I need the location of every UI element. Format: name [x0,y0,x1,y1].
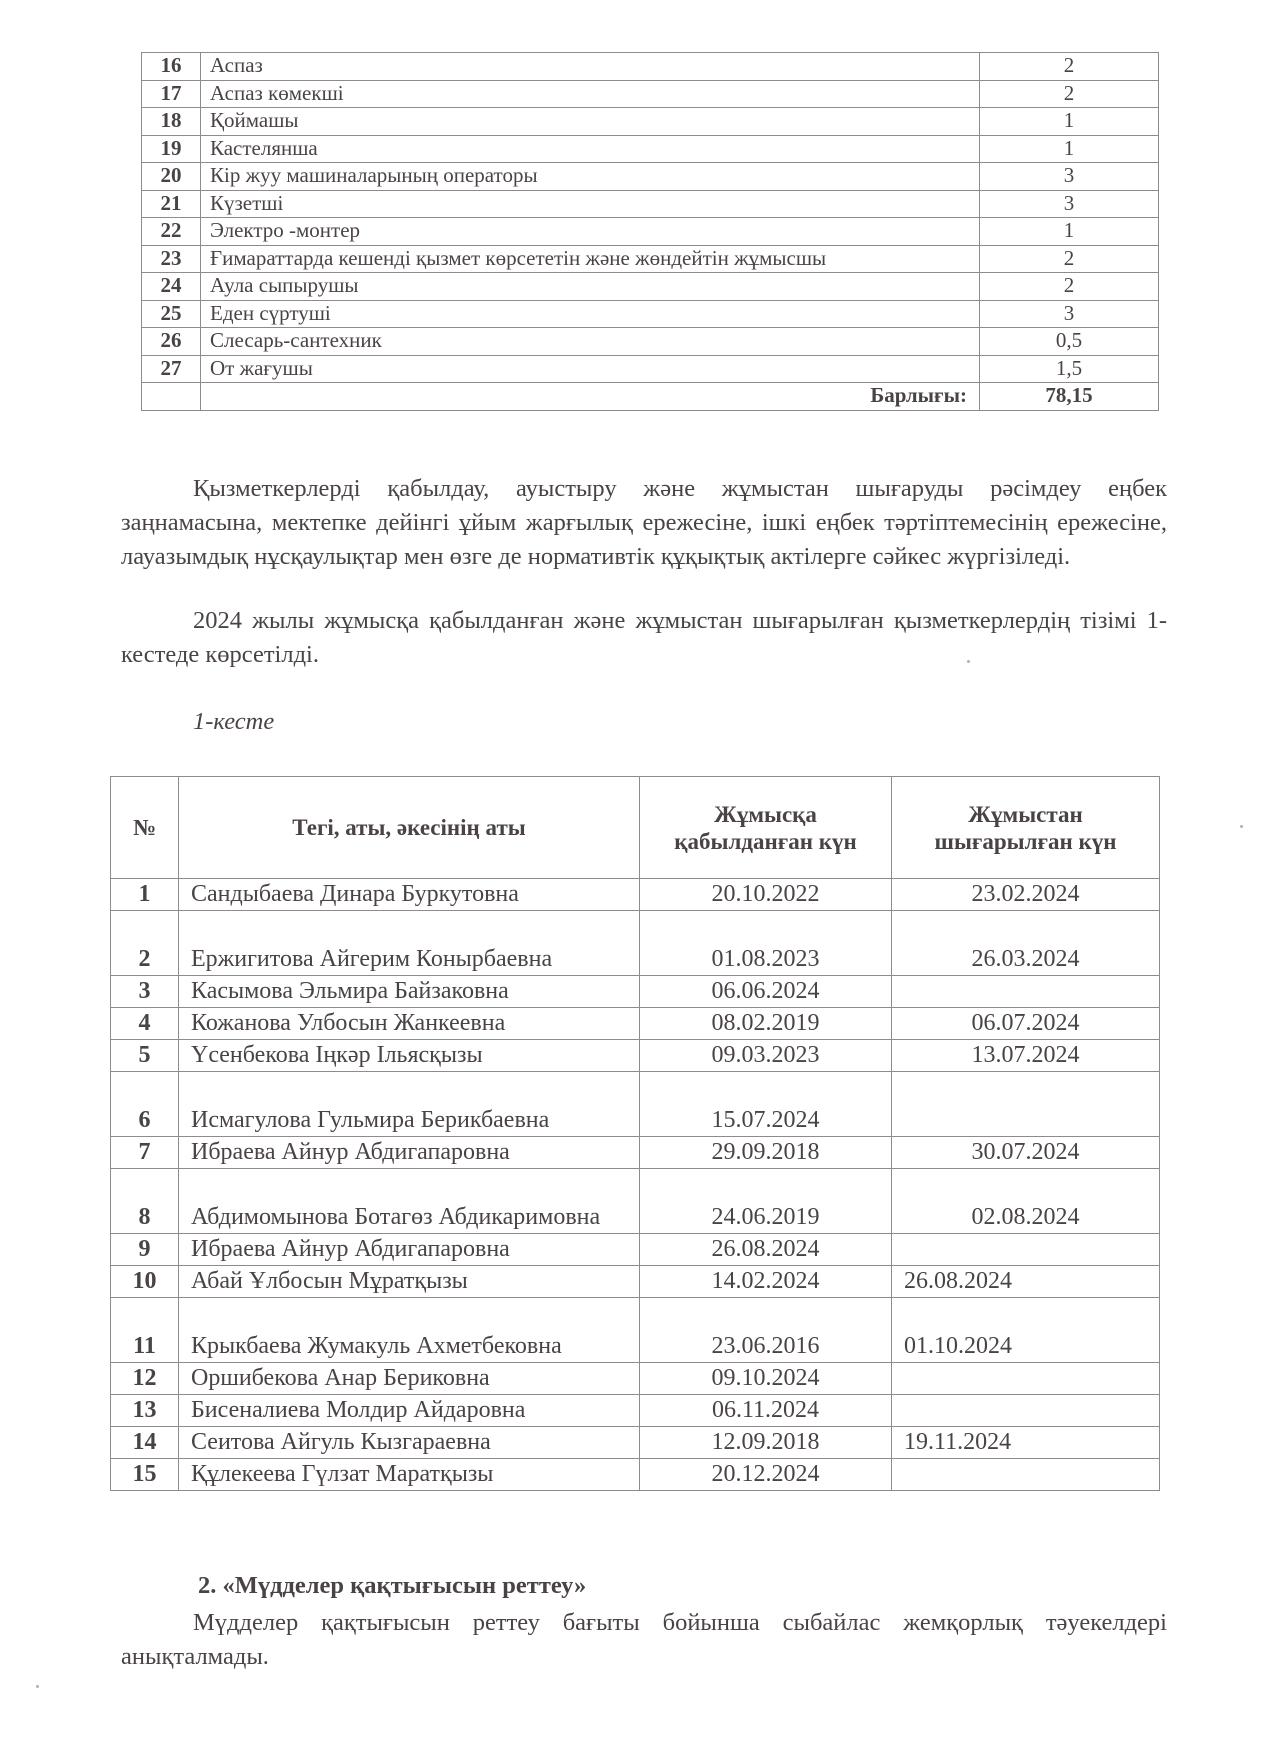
table-row [111,1363,1160,1395]
table-row [111,1008,1160,1040]
staff-count: 2 [980,245,1159,273]
dismissal-date [892,1234,1160,1266]
hire-date: 20.10.2022 [640,879,892,911]
staff-count: 3 [980,300,1159,328]
table-row [142,135,1159,163]
table-row [142,273,1159,301]
staff-count: 1 [980,108,1159,136]
hire-date: 23.06.2016 [640,1298,892,1363]
position-name: Аспаз [201,53,980,81]
section-heading: 2. «Мүдделер қақтығысын реттеу» [198,1572,587,1599]
staff-count: 3 [980,190,1159,218]
position-name: Еден сүртуші [201,300,980,328]
row-number: 4 [111,1008,179,1040]
row-number: 8 [111,1169,179,1234]
row-number: 3 [111,976,179,1008]
row-number: 26 [142,328,201,356]
position-name: Слесарь-сантехник [201,328,980,356]
table-row [111,1234,1160,1266]
staff-count: 2 [980,53,1159,81]
position-name: Ғимараттарда кешенді қызмет көрсететін және жөндейтін жұмысшы [201,245,980,273]
row-number: 23 [142,245,201,273]
row-number: 1 [111,879,179,911]
employee-name: Бисеналиева Молдир Айдаровна [179,1395,640,1427]
table-row [142,190,1159,218]
hired-dismissed-table [110,776,1160,1491]
employee-name: Абай Ұлбосын Мұратқызы [179,1266,640,1298]
employee-name: Исмагулова Гульмира Берикбаевна [179,1072,640,1137]
row-number: 16 [142,53,201,81]
header-dismissal-date: Жұмыстан шығарылған күн [892,777,1160,879]
position-name: Аула сыпырушы [201,273,980,301]
dismissal-date: 26.03.2024 [892,911,1160,976]
row-number: 6 [111,1072,179,1137]
row-number: 20 [142,163,201,191]
table-row [111,1395,1160,1427]
dismissal-date: 26.08.2024 [892,1266,1160,1298]
employee-name: Ибраева Айнур Абдигапаровна [179,1137,640,1169]
row-number: 9 [111,1234,179,1266]
row-number: 2 [111,911,179,976]
table-row [111,911,1160,976]
dismissal-date [892,1363,1160,1395]
dismissal-date: 23.02.2024 [892,879,1160,911]
header-number: № [111,777,179,879]
position-name: Кастелянша [201,135,980,163]
header-full-name: Тегі, аты, әкесінің аты [179,777,640,879]
dismissal-date: 01.10.2024 [892,1298,1160,1363]
scan-speck [1240,825,1243,828]
table-row [111,1040,1160,1072]
staff-count: 1 [980,135,1159,163]
row-number: 25 [142,300,201,328]
dismissal-date: 30.07.2024 [892,1137,1160,1169]
table-row [111,1072,1160,1137]
table-row [142,355,1159,383]
paragraph-text: 2024 жылы жұмысқа қабылданған және жұмыстан шығарылған қызметкерлердің тізімі 1-кестеде көрсетілді. [121,607,1167,668]
dismissal-date [892,1072,1160,1137]
table-row [142,53,1159,81]
position-name: Кір жуу машиналарының операторы [201,163,980,191]
hire-date: 26.08.2024 [640,1234,892,1266]
table-row [111,879,1160,911]
table-row [111,1137,1160,1169]
scan-speck [967,660,970,663]
row-number: 21 [142,190,201,218]
dismissal-date: 19.11.2024 [892,1427,1160,1459]
scan-speck [36,1685,39,1688]
header-hire-date: Жұмысқа қабылданған күн [640,777,892,879]
dismissal-date [892,1395,1160,1427]
row-number: 11 [111,1298,179,1363]
employee-name: Құлекеева Гүлзат Маратқызы [179,1459,640,1491]
hire-date: 20.12.2024 [640,1459,892,1491]
row-number: 24 [142,273,201,301]
dismissal-date [892,976,1160,1008]
employee-name: Ибраева Айнур Абдигапаровна [179,1234,640,1266]
row-number: 10 [111,1266,179,1298]
paragraph-text: Қызметкерлерді қабылдау, ауыстыру және жұмыстан шығаруды рәсімдеу еңбек заңнамасына, мектепке дейінгі ұйым жарғылық ережесіне, ішкі еңбек тәртіптемесінің ережесіне, лауазымдық нұсқаулықтар мен өзге де нормативтік құқықтық актілерге сәйкес жүргізіледі. [121,475,1167,570]
hiring-list-paragraph [121,604,1167,672]
row-number: 5 [111,1040,179,1072]
employee-name: Касымова Эльмира Байзаковна [179,976,640,1008]
employee-name: Сандыбаева Динара Буркутовна [179,879,640,911]
hire-date: 24.06.2019 [640,1169,892,1234]
hiring-procedure-paragraph [121,472,1167,574]
hire-date: 06.06.2024 [640,976,892,1008]
table-row [111,1427,1160,1459]
total-label: Барлығы: [201,383,980,411]
hire-date: 15.07.2024 [640,1072,892,1137]
row-number: 22 [142,218,201,246]
hire-date: 01.08.2023 [640,911,892,976]
employee-name: Сеитова Айгуль Кызгараевна [179,1427,640,1459]
row-number: 17 [142,80,201,108]
position-name: Күзетші [201,190,980,218]
row-number: 7 [111,1137,179,1169]
hire-date: 29.09.2018 [640,1137,892,1169]
table-caption: 1-кесте [193,708,275,735]
row-number: 12 [111,1363,179,1395]
empty-cell [142,383,201,411]
employee-name: Оршибекова Анар Бериковна [179,1363,640,1395]
staff-count: 1,5 [980,355,1159,383]
staff-count: 2 [980,273,1159,301]
dismissal-date [892,1459,1160,1491]
hire-date: 08.02.2019 [640,1008,892,1040]
employee-name: Крыкбаева Жумакуль Ахметбековна [179,1298,640,1363]
hire-date: 09.03.2023 [640,1040,892,1072]
table-row [142,80,1159,108]
dismissal-date: 06.07.2024 [892,1008,1160,1040]
position-name: Аспаз көмекші [201,80,980,108]
row-number: 19 [142,135,201,163]
employee-name: Ержигитова Айгерим Конырбаевна [179,911,640,976]
staff-count: 3 [980,163,1159,191]
position-name: Электро -монтер [201,218,980,246]
table-row [142,328,1159,356]
table-row [111,976,1160,1008]
employee-name: Үсенбекова Іңкәр Ільясқызы [179,1040,640,1072]
table-row [142,218,1159,246]
dismissal-date: 13.07.2024 [892,1040,1160,1072]
row-number: 18 [142,108,201,136]
table-row [111,1459,1160,1491]
paragraph-text: Мүдделер қақтығысын реттеу бағыты бойынша сыбайлас жемқорлық тәуекелдері анықталмады. [121,1609,1167,1670]
row-number: 15 [111,1459,179,1491]
row-number: 14 [111,1427,179,1459]
conflict-of-interest-paragraph [121,1606,1167,1674]
total-value: 78,15 [980,383,1159,411]
staff-count: 1 [980,218,1159,246]
table-row [142,300,1159,328]
position-name: Қоймашы [201,108,980,136]
hire-date: 12.09.2018 [640,1427,892,1459]
staff-positions-table [141,52,1159,411]
position-name: От жағушы [201,355,980,383]
table-row [142,163,1159,191]
employee-name: Кожанова Улбосын Жанкеевна [179,1008,640,1040]
total-row [142,383,1159,411]
row-number: 27 [142,355,201,383]
table-row [111,1298,1160,1363]
table-header-row [111,777,1160,879]
row-number: 13 [111,1395,179,1427]
hire-date: 06.11.2024 [640,1395,892,1427]
table-row [142,108,1159,136]
dismissal-date: 02.08.2024 [892,1169,1160,1234]
table-row [142,245,1159,273]
staff-count: 2 [980,80,1159,108]
staff-count: 0,5 [980,328,1159,356]
table-row [111,1169,1160,1234]
hire-date: 09.10.2024 [640,1363,892,1395]
table-row [111,1266,1160,1298]
hire-date: 14.02.2024 [640,1266,892,1298]
employee-name: Абдимомынова Ботагөз Абдикаримовна [179,1169,640,1234]
